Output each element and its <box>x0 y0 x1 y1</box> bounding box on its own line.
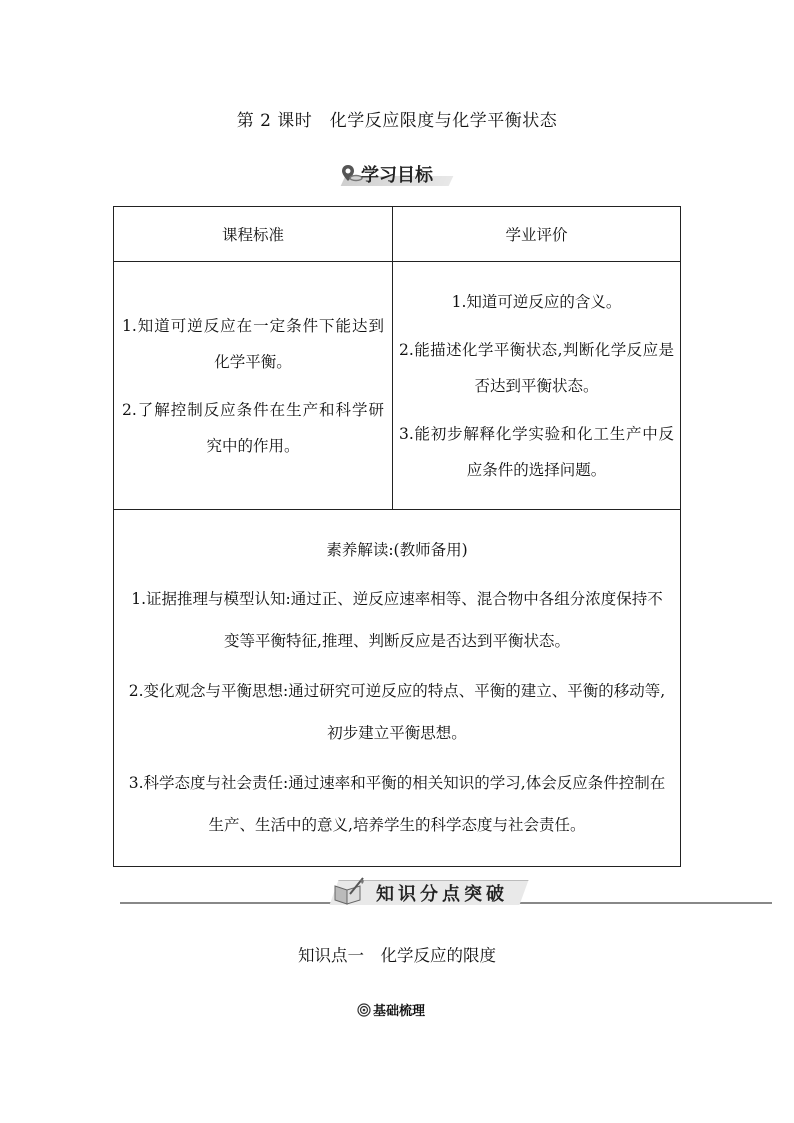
header-academic-evaluation: 学业评价 <box>393 207 681 262</box>
evaluation-item: 3.能初步解释化学实验和化工生产中反应条件的选择问题。 <box>399 424 674 479</box>
learning-goals-banner <box>337 158 449 188</box>
book-quill-icon <box>332 876 366 906</box>
literacy-item: 3.科学态度与社会责任:通过速率和平衡的相关知识的学习,体会反应条件控制在生产、生活中的意义,培养学生的科学态度与社会责任。 <box>128 774 666 834</box>
page-title: 第 2 课时 化学反应限度与化学平衡状态 <box>236 111 558 131</box>
standard-item: 2.了解控制反应条件在生产和科学研究中的作用。 <box>122 400 384 455</box>
literacy-item: 1.证据推理与模型认知:通过正、逆反应速率相等、混合物中各组分浓度保持不变等平衡特征,推理、判断反应是否达到平衡状态。 <box>131 590 663 650</box>
knowledge-section-banner <box>120 878 772 908</box>
header-course-standard: 课程标准 <box>114 207 393 262</box>
evaluation-item: 1.知道可逆反应的含义。 <box>451 292 622 311</box>
learning-goals-table <box>113 206 681 867</box>
concentric-circle-icon <box>357 1003 371 1017</box>
literacy-title: 素养解读:(教师备用) <box>326 541 468 559</box>
standard-item: 1.知道可逆反应在一定条件下能达到化学平衡。 <box>122 316 384 371</box>
literacy-item: 2.变化观念与平衡思想:通过研究可逆反应的特点、平衡的建立、平衡的移动等,初步建立平衡思想。 <box>128 682 666 742</box>
course-standard-cell <box>114 262 393 510</box>
knowledge-point-title: 知识点一 化学反应的限度 <box>298 946 496 965</box>
basic-review-label: 基础梳理 <box>373 1004 426 1019</box>
basic-review-heading <box>357 1000 425 1020</box>
evaluation-item: 2.能描述化学平衡状态,判断化学反应是否达到平衡状态。 <box>399 340 674 395</box>
learning-goals-label: 学习目标 <box>361 165 433 186</box>
map-pin-icon <box>341 164 363 182</box>
core-literacy-cell <box>114 510 681 867</box>
academic-evaluation-cell <box>393 262 681 510</box>
knowledge-section-label: 知识分点突破 <box>376 884 508 905</box>
